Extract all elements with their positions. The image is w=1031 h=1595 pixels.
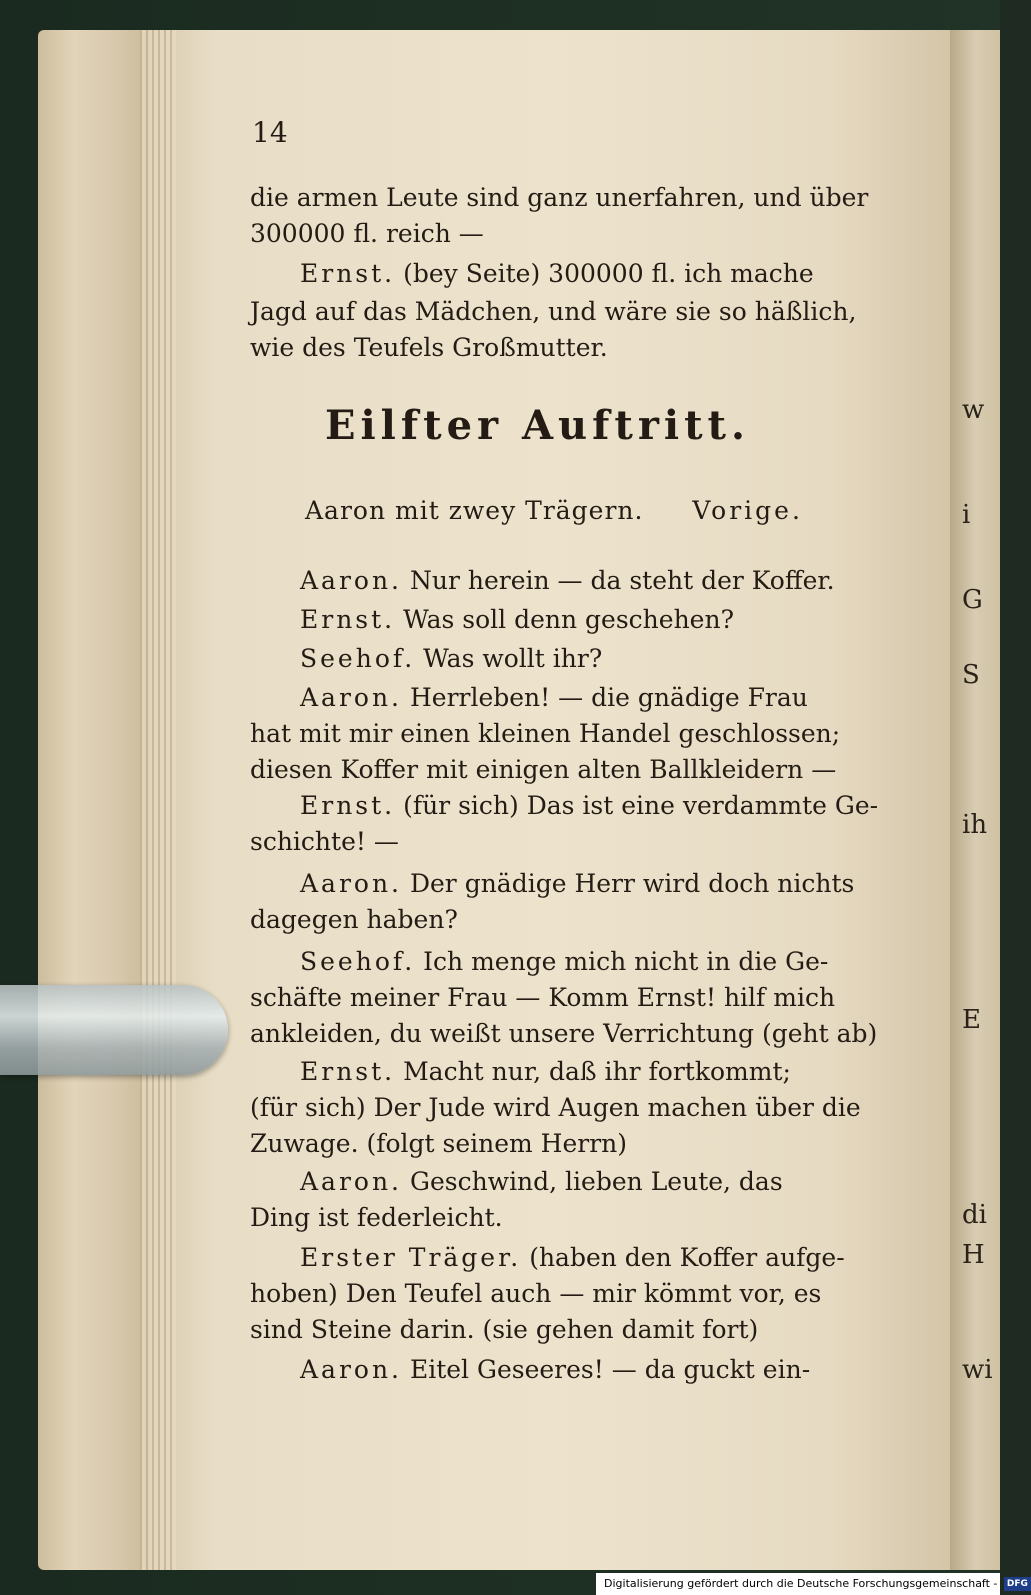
next-page-fragment: w [962,395,985,425]
speaker-name: Ernst. [300,1057,396,1086]
text-line: die armen Leute sind ganz unerfahren, und über [250,183,869,212]
speaker-name: Ernst. [300,605,396,634]
dialogue-line [300,788,878,824]
speech-text: Macht nur, daß ihr fortkommt; [403,1057,791,1086]
next-page-fragment: wi [962,1355,993,1385]
speaker-name: Ernst. [300,259,396,288]
text-line: (für sich) Der Jude wird Augen machen über die [250,1093,861,1122]
next-page-fragment: ih [962,810,988,840]
cast-rest: Vorige. [692,496,803,525]
dialogue-line [300,866,854,902]
speech-text: Herrleben! — die gnädige Frau [409,683,808,712]
next-page-fragment: i [962,500,971,530]
page-number: 14 [252,116,288,149]
dialogue-line [300,602,734,638]
speaker-name: Seehof. [300,947,416,976]
speaker-name: Erster Träger. [300,1243,522,1272]
dialogue-line [300,1352,810,1388]
text-line: Ding ist federleicht. [250,1203,503,1232]
digitization-footer [596,1573,1028,1595]
dialogue-line [300,944,828,980]
dialogue-line [300,641,602,677]
text-line: wie des Teufels Großmutter. [250,333,608,362]
speech-text: Der gnädige Herr wird doch nichts [409,869,855,898]
speech-text: Geschwind, lieben Leute, das [409,1167,783,1196]
speech-text: Nur herein — da steht der Koffer. [409,566,835,595]
page-clip-bookmark [0,985,228,1075]
speech-text: (bey Seite) 300000 fl. ich mache [403,259,814,288]
text-line: diesen Koffer mit einigen alten Ballkleidern — [250,755,837,784]
next-page-fragment: G [962,585,983,615]
speech-text: Eitel Geseeres! — da guckt ein- [409,1355,811,1384]
speaker-name: Aaron. [300,869,403,898]
text-line: Jagd auf das Mädchen, und wäre sie so häßlich, [250,297,857,326]
cast-list [305,493,803,529]
next-page-strip [950,30,1000,1570]
next-page-fragment: H [962,1240,985,1270]
text-line: ankleiden, du weißt unsere Verrichtung (geht ab) [250,1019,878,1048]
next-page-fragment: S [962,660,980,690]
speaker-name: Aaron. [300,683,403,712]
speaker-name: Ernst. [300,791,396,820]
speaker-name: Seehof. [300,644,416,673]
text-line: dagegen haben? [250,905,458,934]
text-line: Zuwage. (folgt seinem Herrn) [250,1129,628,1158]
dfg-logo-icon: DFG [1004,1577,1031,1591]
dialogue-line [300,256,814,292]
page-stack-lines [140,30,176,1570]
speech-text: Was soll denn geschehen? [403,605,734,634]
dialogue-line [300,1240,845,1276]
scene-heading: Eilfter Auftritt. [325,402,750,449]
text-line: schäfte meiner Frau — Komm Ernst! hilf mich [250,983,836,1012]
next-page-fragment: E [962,1005,981,1035]
text-line: hat mit mir einen kleinen Handel geschlossen; [250,719,841,748]
text-line: sind Steine darin. (sie gehen damit fort) [250,1315,759,1344]
dialogue-line [300,563,835,599]
speech-text: Was wollt ihr? [423,644,603,673]
text-line: schichte! — [250,827,399,856]
next-page-fragment: di [962,1200,987,1230]
dialogue-line [300,680,808,716]
speech-text: (für sich) Das ist eine verdammte Ge- [403,791,879,820]
footer-text: Digitalisierung gefördert durch die Deutsche Forschungsgemeinschaft - [604,1577,998,1590]
speaker-name: Aaron. [300,1355,403,1384]
cast-names: Aaron mit zwey Trägern. [305,496,644,525]
dialogue-line [300,1054,791,1090]
speaker-name: Aaron. [300,1167,403,1196]
speaker-name: Aaron. [300,566,403,595]
text-line: hoben) Den Teufel auch — mir kömmt vor, es [250,1279,822,1308]
text-line: 300000 fl. reich — [250,219,484,248]
speech-text: (haben den Koffer aufge- [529,1243,845,1272]
dialogue-line [300,1164,783,1200]
speech-text: Ich menge mich nicht in die Ge- [423,947,829,976]
